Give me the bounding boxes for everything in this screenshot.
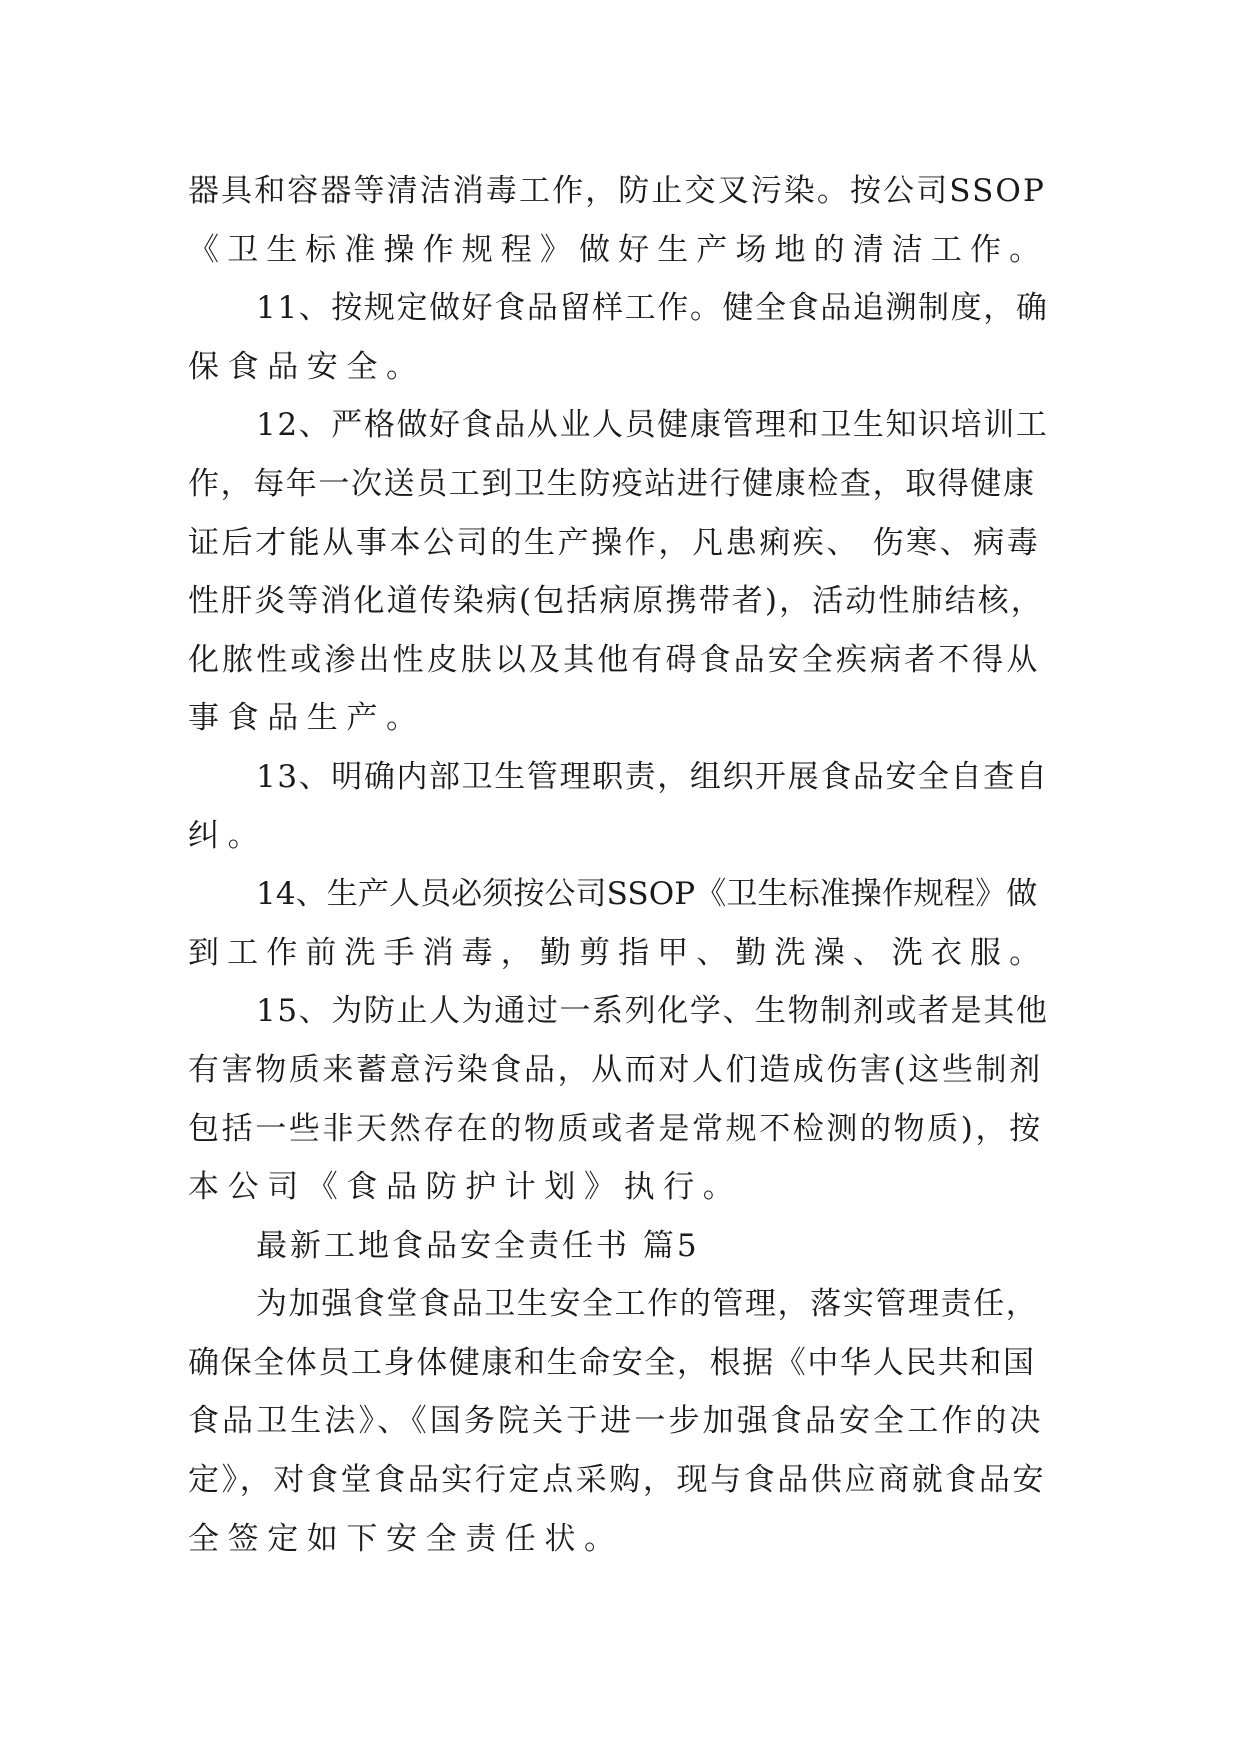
text-line: 证后才能从事本公司的生产操作，凡患痢疾、 伤寒、病毒	[188, 524, 1041, 561]
text-line: 器具和容器等清洁消毒工作，防止交叉污染。按公司SSOP	[188, 173, 1046, 209]
text-line: 14、生产人员必须按公司SSOP《卫生标准操作规程》做	[256, 876, 1038, 913]
text-line: 性肝炎等消化道传染病(包括病原携带者)，活动性肺结核，	[188, 583, 1044, 620]
text-line: 保食品安全。	[188, 348, 426, 385]
text-line: 12、严格做好食品从业人员健康管理和卫生知识培训工	[256, 407, 1049, 444]
text-line: 到工作前洗手消毒，勤剪指甲、勤洗澡、洗衣服。	[188, 934, 1049, 971]
document-body	[188, 162, 1048, 1568]
text-line: 《卫生标准操作规程》做好生产场地的清洁工作。	[188, 231, 1049, 268]
text-line: 11、按规定做好食品留样工作。健全食品追溯制度，确	[256, 290, 1049, 327]
text-line: 全签定如下安全责任状。	[188, 1520, 624, 1557]
text-line: 纠。	[188, 817, 268, 854]
text-line: 13、明确内部卫生管理职责，组织开展食品安全自查自	[256, 758, 1049, 795]
text-line: 确保全体员工身体健康和生命安全，根据《中华人民共和国	[188, 1344, 1036, 1381]
text-line: 包括一些非天然存在的物质或者是常规不检测的物质)，按	[188, 1110, 1043, 1147]
text-line: 事食品生产。	[188, 700, 426, 737]
text-line: 有害物质来蓄意污染食品，从而对人们造成伤害(这些制剂	[188, 1051, 1043, 1088]
text-line: 定》，对食堂食品实行定点采购，现与食品供应商就食品安	[188, 1462, 1047, 1499]
text-line: 化脓性或渗出性皮肤以及其他有碍食品安全疾病者不得从	[188, 641, 1041, 678]
text-line: 作，每年一次送员工到卫生防疫站进行健康检查，取得健康	[188, 465, 1036, 502]
text-line: 为加强食堂食品卫生安全工作的管理，落实管理责任，	[256, 1286, 1039, 1323]
text-line: 本公司《食品防护计划》执行。	[188, 1169, 743, 1206]
section-heading: 最新工地食品安全责任书 篇5	[256, 1227, 700, 1264]
text-line: 食品卫生法》、《国务院关于进一步加强食品安全工作的决	[188, 1403, 1044, 1440]
text-line: 15、为防止人为通过一系列化学、生物制剂或者是其他	[256, 993, 1049, 1030]
